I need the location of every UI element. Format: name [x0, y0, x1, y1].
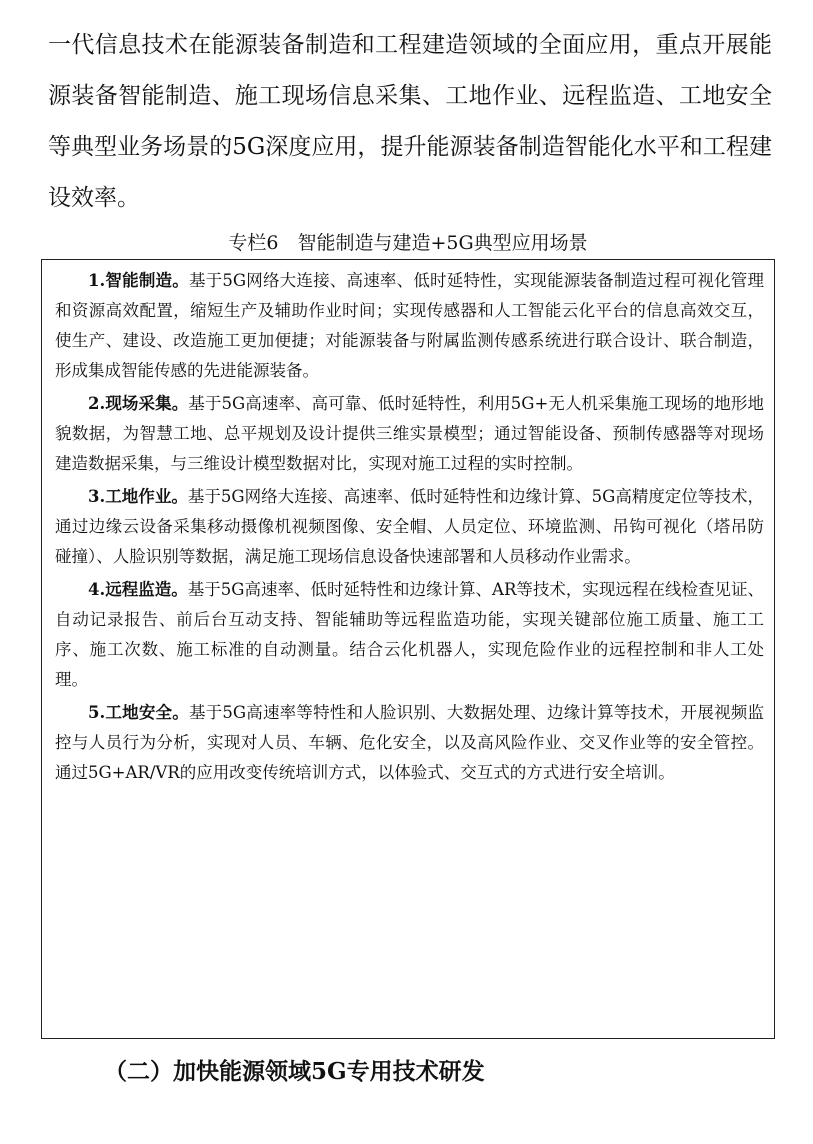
intro-paragraph: 一代信息技术在能源装备制造和工程建造领域的全面应用，重点开展能源装备智能制造、施工现场信息采集、工地作业、远程监造、工地安全等典型业务场景的5G深度应用，提升能源装备制造智能化水平和工程建设效率。	[48, 32, 772, 211]
box-title: 专栏6 智能制造与建造+5G典型应用场景	[228, 232, 588, 254]
item-body: 基于5G网络大连接、高速率、低时延特性，实现能源装备制造过程可视化管理和资源高效配置，缩短生产及辅助作业时间；实现传感器和人工智能云化平台的信息高效交互，使生产、建设、改造施工更加便捷；对能源装备与附属监测传感系统进行联合设计、联合制造，形成集成智能传感的先进能源装备。	[55, 271, 764, 380]
box-item-intelligent-manufacturing	[55, 266, 764, 386]
item-body: 基于5G高速率等特性和人脸识别、大数据处理、边缘计算等技术，开展视频监控与人员行为分析，实现对人员、车辆、危化安全，以及高风险作业、交叉作业等的安全管控。通过5G+AR/VR的应用改变传统培训方式，以体验式、交互式的方式进行安全培训。	[55, 703, 764, 782]
item-heading: 5.工地安全。	[88, 703, 189, 722]
box-item-site-collection	[55, 389, 764, 479]
sidebar-box	[41, 259, 775, 1039]
item-heading: 4.远程监造。	[88, 580, 188, 599]
item-heading: 2.现场采集。	[88, 394, 189, 413]
box-item-site-safety	[55, 698, 764, 788]
item-heading: 3.工地作业。	[88, 487, 188, 506]
item-body: 基于5G高速率、高可靠、低时延特性，利用5G+无人机采集施工现场的地形地貌数据，为智慧工地、总平规划及设计提供三维实景模型；通过智能设备、预制传感器等对现场建造数据采集，与三维设计模型数据对比，实现对施工过程的实时控制。	[55, 394, 764, 473]
item-body: 基于5G高速率、低时延特性和边缘计算、AR等技术，实现远程在线检查见证、自动记录报告、前后台互动支持、智能辅助等远程监造功能，实现关键部位施工质量、施工工序、施工次数、施工标准的自动测量。结合云化机器人，实现危险作业的远程控制和非人工处理。	[55, 580, 764, 689]
box-item-remote-supervision	[55, 575, 764, 695]
section-heading: （二）加快能源领域5G专用技术研发	[104, 1058, 485, 1085]
item-body: 基于5G网络大连接、高速率、低时延特性和边缘计算、5G高精度定位等技术，通过边缘云设备采集移动摄像机视频图像、安全帽、人员定位、环境监测、吊钩可视化（塔吊防碰撞）、人脸识别等数据，满足施工现场信息设备快速部署和人员移动作业需求。	[55, 487, 764, 566]
box-item-site-operation	[55, 482, 764, 572]
item-heading: 1.智能制造。	[88, 271, 189, 290]
